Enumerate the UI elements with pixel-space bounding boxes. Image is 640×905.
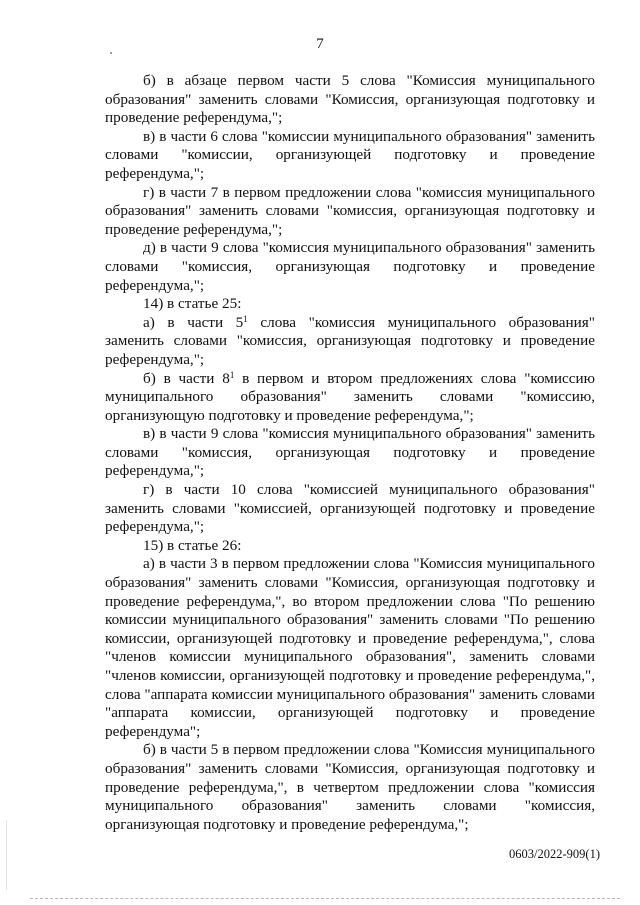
paragraph: а) в части 3 в первом предложении слова "Комиссия муниципального образования" заменить словами "Комиссия, организующая подготовку и проведение референдума,", во втором предложении слова "По решению комиссии муниципального образования" заменить словами "По решению комиссии, организующей подготовку и проведение референдума,", слова "членов комиссии муниципального образования", заменить словами "членов комиссии, организующей подготовку и проведение референдума,", слова "аппарата комиссии муниципального образования" заменить словами "аппарата комиссии, организующей подготовку и проведение референдума";	[105, 555, 596, 740]
paragraph: в) в части 6 слова "комиссии муниципального образования" заменить словами "комиссии, организующей подготовку и проведение референдума,";	[105, 127, 595, 182]
paragraph: в) в части 9 слова "комиссия муниципального образования" заменить словами "комиссия, организующая подготовку и проведение референдума,";	[105, 425, 595, 480]
paragraph-text-before: а) в части 5	[143, 313, 244, 331]
paragraph: д) в части 9 слова "комиссия муниципального образования" заменить словами "комиссия, организующая подготовку и проведение референдума,";	[105, 239, 595, 294]
superscript-index: 1	[229, 369, 235, 380]
paragraph: б) в абзаце первом части 5 слова "Комиссия муниципального образования" заменить словами "Комиссия, организующая подготовку и проведение референдума,";	[105, 72, 595, 127]
paragraph	[105, 370, 595, 426]
paragraph: г) в части 7 в первом предложении слова "комиссия муниципального образования" заменить словами "комиссия, организующая подготовку и проведение референдума,";	[105, 183, 595, 238]
paragraph: 15) в статье 26:	[143, 536, 242, 554]
paragraph: г) в части 10 слова "комиссией муниципального образования" заменить словами "комиссией, организующей подготовку и проведение референдума,";	[105, 481, 595, 536]
document-body	[105, 72, 595, 834]
bottom-scan-edge	[30, 898, 620, 899]
scan-margin-artifact	[6, 820, 7, 890]
paragraph-text-after: слова "комиссия муниципального образования" заменить словами "комиссия, организующая подготовку и проведение референдума,";	[105, 313, 595, 368]
page-number: 7	[316, 36, 324, 52]
document-code: 0603/2022-909(1)	[509, 847, 600, 861]
paragraph	[105, 314, 595, 370]
paragraph: 14) в статье 25:	[143, 295, 242, 313]
paragraph-text-after: в первом и втором предложениях слова "комиссию муниципального образования" заменить словами "комиссию, организующую подготовку и проведение референдума,";	[105, 369, 595, 424]
superscript-index: 1	[243, 313, 248, 324]
paragraph: б) в части 5 в первом предложении слова "Комиссия муниципального образования" заменить словами "Комиссия, организующая подготовку и проведение референдума,", в четвертом предложении слова "комиссия муниципального образования" заменить словами "комиссия, организующая подготовку и проведение референдума,";	[105, 741, 595, 833]
paragraph-text-before: б) в части 8	[143, 369, 230, 387]
